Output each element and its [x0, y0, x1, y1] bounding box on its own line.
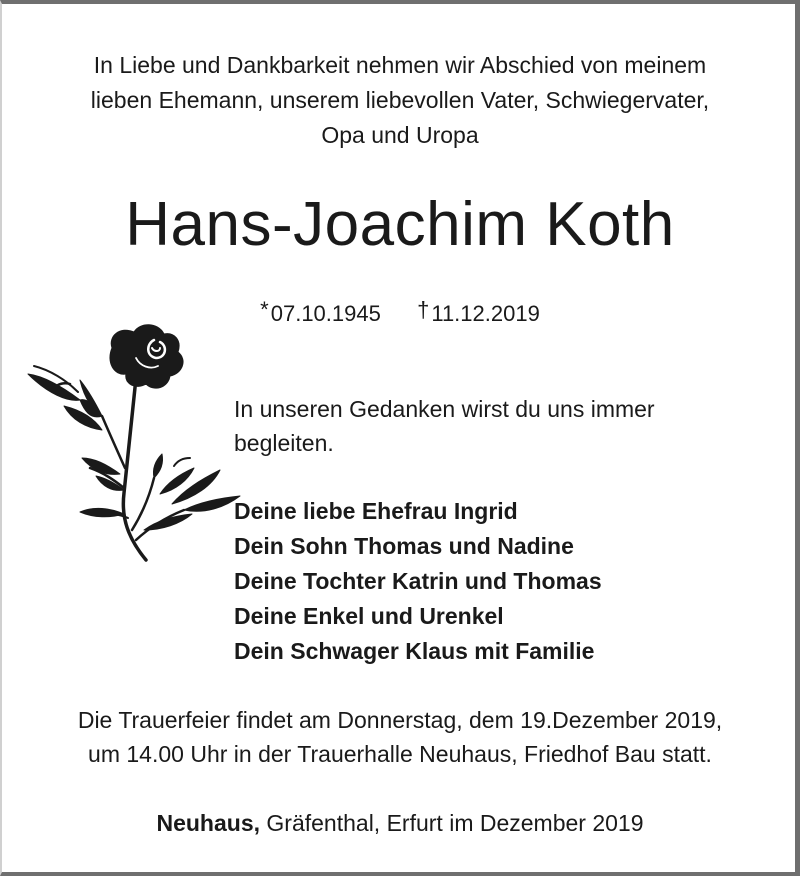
quote-line: begleiten.: [234, 430, 334, 456]
funeral-line: um 14.00 Uhr in der Trauerhalle Neuhaus, Friedhof Bau statt.: [88, 741, 712, 767]
intro-line: In Liebe und Dankbarkeit nehmen wir Abschied von meinem: [93, 52, 707, 78]
family-member: Deine Enkel und Urenkel: [234, 603, 504, 629]
place-town: Neuhaus,: [156, 810, 261, 836]
intro-line: lieben Ehemann, unserem liebevollen Vater, Schwiegervater,: [90, 87, 710, 113]
family-member: Deine Tochter Katrin und Thomas: [234, 568, 602, 594]
family-member: Dein Sohn Thomas und Nadine: [234, 533, 574, 559]
place-rest: Gräfenthal, Erfurt im Dezember 2019: [260, 810, 644, 836]
family-member: Deine liebe Ehefrau Ingrid: [234, 498, 518, 524]
quote-line: In unseren Gedanken wirst du uns immer: [234, 396, 655, 422]
family-member: Dein Schwager Klaus mit Familie: [234, 638, 595, 664]
deceased-name: Hans-Joachim Koth: [125, 190, 675, 259]
memorial-quote: [234, 392, 655, 460]
family-list: [234, 494, 602, 669]
death-date: 11.12.2019: [431, 301, 540, 326]
birth-symbol: *: [260, 297, 269, 322]
intro-text: [0, 48, 800, 153]
intro-line: Opa und Uropa: [321, 122, 479, 148]
rose-flower-icon: [24, 318, 246, 568]
funeral-line: Die Trauerfeier findet am Donnerstag, dem 19.Dezember 2019,: [77, 707, 723, 733]
funeral-info: [0, 703, 800, 771]
death-symbol: †: [417, 297, 430, 322]
place-and-date: [0, 806, 800, 840]
birth-date: 07.10.1945: [270, 301, 381, 326]
